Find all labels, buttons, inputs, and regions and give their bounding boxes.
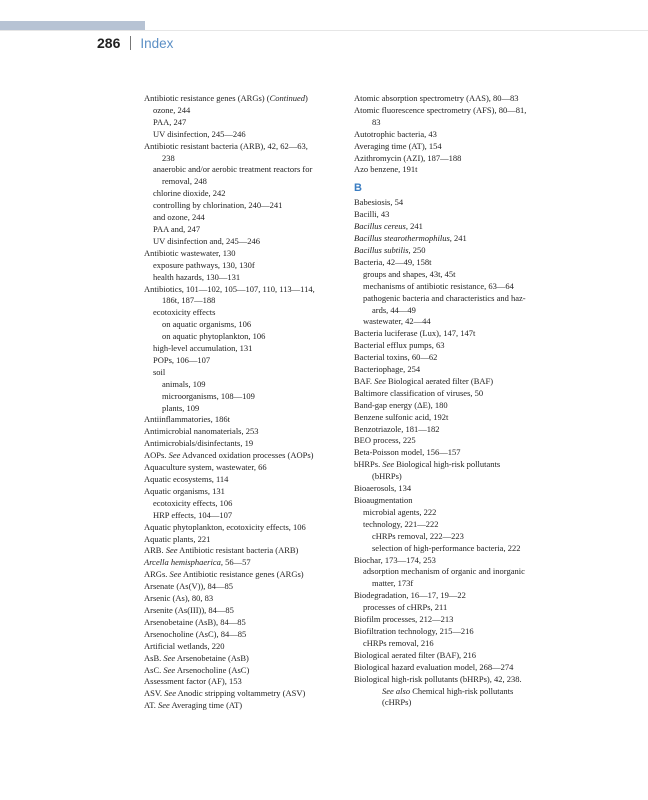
index-entry: Biological high-risk pollutants (bHRPs), 42, 238. <box>354 673 522 684</box>
page-number: 286 <box>97 35 121 51</box>
index-entry: AsC. See Arsenocholine (AsC) <box>144 664 250 675</box>
index-entry: Arsenate (As(V)), 84—85 <box>144 581 233 592</box>
index-entry: Bacillus cereus, 241 <box>354 221 423 232</box>
index-entry: groups and shapes, 43t, 45t <box>363 268 456 279</box>
index-entry: soil <box>153 366 166 377</box>
index-entry: Aquatic phytoplankton, ecotoxicity effects, 106 <box>144 521 306 532</box>
page-title: Index <box>140 36 174 51</box>
index-entry: PAA, 247 <box>153 116 187 127</box>
index-entry: 83 <box>372 116 381 127</box>
index-entry: AOPs. See Advanced oxidation processes (AOPs) <box>144 450 314 461</box>
index-entry: Bacteria, 42—49, 158t <box>354 256 432 267</box>
index-entry: Bioaerosols, 134 <box>354 483 412 494</box>
index-entry: microorganisms, 108—109 <box>162 390 255 401</box>
index-entry: AT. See Averaging time (AT) <box>144 700 243 711</box>
index-entry: technology, 221—222 <box>363 518 439 529</box>
index-entry: animals, 109 <box>162 378 206 389</box>
index-entry: AsB. See Arsenobetaine (AsB) <box>144 652 249 663</box>
index-entry: bHRPs. See Biological high-risk pollutants <box>354 459 501 470</box>
index-entry: Bacterial efflux pumps, 63 <box>354 340 445 351</box>
index-entry: Benzene sulfonic acid, 192t <box>354 411 449 422</box>
index-entry: Bacillus stearothermophilus, 241 <box>354 233 467 244</box>
index-entry: Azithromycin (AZI), 187—188 <box>354 152 462 163</box>
index-entry: controlling by chlorination, 240—241 <box>153 200 283 211</box>
index-entry: UV disinfection, 245—246 <box>153 128 246 139</box>
index-entry: Antibiotic resistant bacteria (ARB), 42, 62—63, <box>144 140 308 151</box>
index-entry: Arcella hemisphaerica, 56—57 <box>144 557 251 568</box>
index-entry: Biological hazard evaluation model, 268—274 <box>354 661 514 672</box>
index-entry: BEO process, 225 <box>354 435 416 446</box>
index-entry: health hazards, 130—131 <box>153 271 241 282</box>
index-entry: Aquatic organisms, 131 <box>144 485 225 496</box>
index-entry: Arsenic (As), 80, 83 <box>144 593 214 604</box>
index-entry: adsorption mechanism of organic and inorganic <box>363 566 525 577</box>
header-separator <box>130 36 131 50</box>
index-entry: ozone, 244 <box>153 104 191 115</box>
index-entry: cHRPs removal, 216 <box>363 637 434 648</box>
index-entry: Antibiotic wastewater, 130 <box>144 247 236 258</box>
index-entry: ecotoxicity effects <box>153 307 216 318</box>
index-entry: Azo benzene, 191t <box>354 164 418 175</box>
index-entry: cHRPs removal, 222—223 <box>372 530 464 541</box>
index-entry: Bacteriophage, 254 <box>354 364 421 375</box>
index-column-right <box>354 93 550 709</box>
index-entry: processes of cHRPs, 211 <box>363 602 448 613</box>
index-entry: anaerobic and/or aerobic treatment reactors for <box>153 164 313 175</box>
index-entry: ARB. See Antibiotic resistant bacteria (ARB) <box>144 545 299 556</box>
index-entry: Biofilm processes, 212—213 <box>354 614 454 625</box>
index-entry: pathogenic bacteria and characteristics and haz- <box>363 292 526 303</box>
index-entry: Atomic fluorescence spectrometry (AFS), 80—81, <box>354 104 527 115</box>
index-entry: Biological aerated filter (BAF), 216 <box>354 649 477 660</box>
index-entry: Averaging time (AT), 154 <box>354 140 442 151</box>
index-entry: ASV. See Anodic stripping voltammetry (ASV) <box>144 688 306 699</box>
index-entry: Aquatic ecosystems, 114 <box>144 474 229 484</box>
index-entry: on aquatic organisms, 106 <box>162 319 252 330</box>
index-entry: exposure pathways, 130, 130f <box>153 259 255 270</box>
index-section-letter: B <box>354 182 362 195</box>
index-entry: Biofiltration technology, 215—216 <box>354 625 474 636</box>
index-entry: Biochar, 173—174, 253 <box>354 554 436 565</box>
index-entry: Arsenocholine (AsC), 84—85 <box>144 628 247 639</box>
index-entry: Bacterial toxins, 60—62 <box>354 352 438 363</box>
index-entry: chlorine dioxide, 242 <box>153 188 226 199</box>
index-entry: Arsenobetaine (AsB), 84—85 <box>144 616 246 627</box>
index-entry: PAA and, 247 <box>153 223 201 234</box>
index-entry: removal, 248 <box>162 176 207 187</box>
index-entry: 238 <box>162 152 175 163</box>
index-entry: mechanisms of antibiotic resistance, 63—64 <box>363 280 514 291</box>
index-entry: Aquatic plants, 221 <box>144 533 211 544</box>
index-entry: Autotrophic bacteria, 43 <box>354 128 437 139</box>
index-entry: Babesiosis, 54 <box>354 197 404 208</box>
index-entry: plants, 109 <box>162 402 200 413</box>
index-entry: wastewater, 42—44 <box>363 316 431 327</box>
index-entry: matter, 173f <box>372 578 414 589</box>
index-entry: POPs, 106—107 <box>153 354 211 365</box>
index-entry: Antibiotics, 101—102, 105—107, 110, 113—114, <box>144 283 315 294</box>
index-entry: Artificial wetlands, 220 <box>144 640 225 651</box>
index-entry: Band-gap energy (ΔE), 180 <box>354 399 448 410</box>
index-entry: Bacilli, 43 <box>354 209 390 220</box>
index-entry: Biodegradation, 16—17, 19—22 <box>354 590 466 601</box>
index-entry: and ozone, 244 <box>153 212 205 223</box>
index-entry: Assessment factor (AF), 153 <box>144 676 242 687</box>
index-entry: ARGs. See Antibiotic resistance genes (ARGs) <box>144 569 304 580</box>
index-entry: ards, 44—49 <box>372 304 416 315</box>
index-column-left <box>144 93 340 712</box>
index-entry: Bioaugmentation <box>354 495 413 505</box>
index-entry: Bacillus subtilis, 250 <box>354 244 426 255</box>
index-entry: Baltimore classification of viruses, 50 <box>354 387 484 398</box>
index-entry: on aquatic phytoplankton, 106 <box>162 331 266 342</box>
index-entry: BAF. See Biological aerated filter (BAF) <box>354 375 494 386</box>
index-entry: HRP effects, 104—107 <box>153 509 233 520</box>
index-entry: microbial agents, 222 <box>363 506 437 517</box>
index-entry: (cHRPs) <box>382 697 412 708</box>
index-entry: UV disinfection and, 245—246 <box>153 235 261 246</box>
index-entry: Antiinflammatories, 186t <box>144 414 230 425</box>
index-entry: ecotoxicity effects, 106 <box>153 497 233 508</box>
index-entry: Antimicrobials/disinfectants, 19 <box>144 438 254 449</box>
page-header <box>97 35 173 51</box>
index-entry: (bHRPs) <box>372 471 402 482</box>
index-entry: Antibiotic resistance genes (ARGs) (Continued) <box>144 93 308 103</box>
index-entry: See also Chemical high-risk pollutants <box>382 685 514 696</box>
index-entry: 186t, 187—188 <box>162 295 216 306</box>
header-rule <box>0 30 648 31</box>
index-entry: Antimicrobial nanomaterials, 253 <box>144 426 259 437</box>
index-entry: Benzotriazole, 181—182 <box>354 423 440 434</box>
index-entry: Bacteria luciferase (Lux), 147, 147t <box>354 328 476 339</box>
index-entry: Atomic absorption spectrometry (AAS), 80—83 <box>354 93 519 103</box>
index-entry: selection of high-performance bacteria, 222 <box>372 542 521 553</box>
header-accent-bar <box>0 21 145 30</box>
index-entry: Beta-Poisson model, 156—157 <box>354 447 461 458</box>
index-entry: Aquaculture system, wastewater, 66 <box>144 462 267 473</box>
index-entry: high-level accumulation, 131 <box>153 343 253 354</box>
index-entry: Arsenite (As(III)), 84—85 <box>144 604 234 615</box>
